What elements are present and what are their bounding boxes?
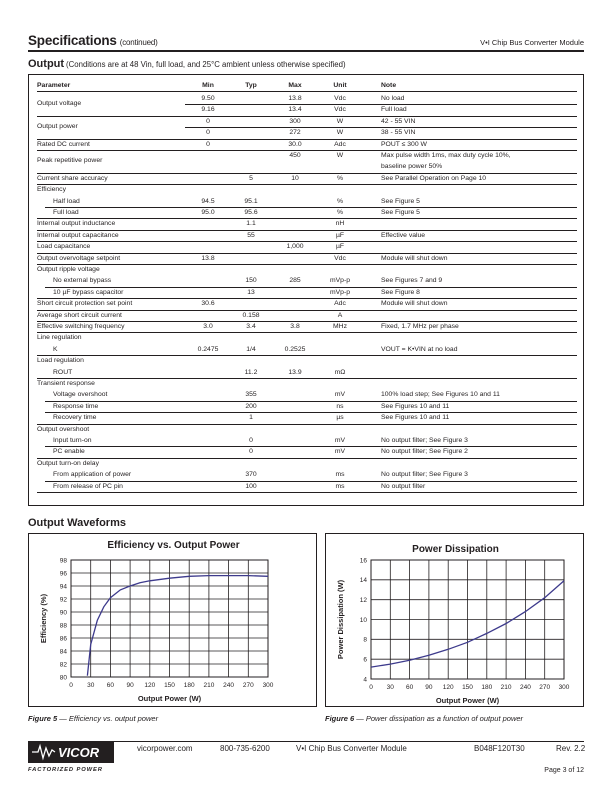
cell-typ: 1/4 [246,345,256,353]
x-tick-label: 210 [203,682,215,689]
cell-unit: MHz [333,323,347,330]
cell-note: Module will shut down [381,300,448,308]
cell-note: No output filter; See Figure 2 [381,448,468,456]
cell-unit: µF [335,243,345,251]
cell-note: Fixed, 1.7 MHz per phase [381,323,459,330]
x-axis-label: Output Power (W) [435,696,500,705]
cell-typ: 95.6 [244,209,258,216]
cell-unit: mVp-p [329,288,351,296]
cell-note: 100% load step; See Figures 10 and 11 [381,391,500,399]
cell-param: Internal output capacitance [37,231,119,239]
row-rule [37,355,577,356]
column-header: Note [381,82,397,89]
cell-typ: 355 [245,391,257,399]
x-tick-label: 270 [242,682,254,689]
figure6-text: — Power dissipation as a function of output power [354,714,524,723]
row-rule [37,310,577,311]
y-tick-label: 84 [59,648,67,656]
cell-typ: 11.2 [244,368,258,376]
cell-param: Line regulation [37,334,82,342]
figure6-caption [325,714,523,723]
efficiency-chart [28,533,317,707]
row-rule [37,264,577,265]
y-tick-label: 14 [359,577,367,585]
cell-typ: 100 [245,482,257,490]
cell-param: Effective switching frequency [37,323,125,330]
cell-unit: µs [336,414,344,422]
cell-param: From application of power [53,471,132,479]
cell-typ: 3.4 [246,323,256,330]
row-rule [37,139,577,140]
cell-min: 95.0 [201,209,215,216]
footer-revision: Rev. 2.2 [556,744,586,753]
x-tick-label: 210 [500,684,512,691]
dissipation-chart [325,533,584,707]
cell-note: See Figures 7 and 9 [381,277,443,285]
cell-min: 0 [206,129,210,137]
row-subrule [45,401,577,402]
cell-note: No load [381,95,405,102]
x-axis-label: Output Power (W) [137,694,202,703]
cell-typ: 0 [249,448,253,456]
cell-max: 10 [291,174,299,182]
x-tick-label: 180 [481,684,493,691]
cell-min: 0.2475 [197,345,219,353]
column-header: Max [288,82,302,89]
x-tick-label: 270 [539,684,551,691]
dissipation-chart-svg [326,534,585,708]
cell-note: Max pulse width 1ms, max duty cycle 10%, [381,152,511,159]
cell-unit: Adc [334,140,346,148]
row-rule [37,424,577,425]
column-header: Typ [245,82,257,89]
cell-param: Response time [53,402,99,410]
cell-max: 30.0 [288,140,302,148]
cell-min: 0 [206,140,210,148]
y-tick-label: 10 [359,616,367,624]
cell-unit: mV [334,448,346,456]
y-tick-label: 92 [59,596,67,604]
efficiency-chart-title: Efficiency vs. Output Power [107,540,240,551]
cell-param: Output voltage [37,100,82,107]
cell-param: Output power [37,122,78,130]
cell-param: K [53,345,58,353]
cell-param: Average short circuit current [37,311,122,319]
x-tick-label: 150 [462,684,473,691]
cell-unit: Vdc [334,254,346,262]
cell-max: 1,000 [286,243,304,251]
cell-max: 13.9 [288,368,302,376]
x-tick-label: 90 [126,682,134,689]
cell-max: 13.4 [288,106,302,114]
cell-typ: 150 [245,277,257,285]
cell-max: 272 [289,129,301,137]
cell-unit: mV [334,391,346,399]
x-tick-label: 30 [87,682,95,689]
output-title [28,58,346,70]
x-tick-label: 150 [164,682,175,689]
footer-product: V•I Chip Bus Converter Module [296,744,407,753]
cell-param: From release of PC pin [53,482,123,490]
row-rule [37,298,577,299]
logo-tagline: FACTORIZED POWER [28,767,103,773]
footer-phone: 800-735-6200 [220,744,270,753]
y-tick-label: 96 [59,570,67,578]
y-axis-label: Efficiency (%) [39,593,48,644]
cell-param: Load capacitance [37,243,91,251]
cell-note: See Figure 5 [381,209,420,216]
y-tick-label: 6 [363,656,367,664]
cell-unit: W [336,129,344,137]
cell-param: Transient response [37,380,95,387]
cell-note: 38 - 55 VIN [381,129,416,137]
cell-typ: 13 [247,288,255,296]
cell-unit: ms [335,471,345,479]
cell-param: Peak repetitive power [37,157,103,164]
efficiency-chart-svg [29,534,318,708]
cell-param: Half load [53,197,80,205]
cell-unit: mV [334,437,346,444]
cell-unit: % [336,197,344,205]
y-tick-label: 80 [59,674,67,682]
cell-min: 9.16 [201,106,215,114]
cell-max: 285 [289,277,301,285]
cell-note: baseline power 50% [381,163,443,171]
cell-min: 9.50 [201,95,215,102]
cell-min: 0 [206,117,210,125]
cell-param: No external bypass [53,277,112,285]
y-tick-label: 12 [359,596,367,604]
cell-note: Effective value [381,231,426,239]
row-rule [37,241,577,242]
cell-unit: W [336,152,344,159]
section-title-text: Specifications [28,33,117,48]
row-subrule [45,207,577,208]
row-subrule [45,446,577,447]
logo-wordmark: VICOR [58,745,100,760]
dissipation-chart-title: Power Dissipation [412,544,499,555]
cell-note: See Figure 5 [381,197,420,205]
row-rule [37,173,577,174]
x-tick-label: 240 [223,682,235,689]
vicor-logo [28,741,118,773]
cell-unit: Vdc [334,95,346,102]
cell-unit: ms [335,482,345,490]
y-tick-label: 94 [59,583,67,591]
row-rule [37,253,577,254]
row-subrule [185,104,577,105]
page-header [28,34,584,52]
cell-unit: ns [336,402,344,410]
cell-unit: nH [335,220,345,228]
row-rule [37,218,577,219]
cell-param: Load regulation [37,357,84,365]
cell-typ: 0.158 [242,311,260,319]
page-number: Page 3 of 12 [544,767,584,774]
cell-typ: 1 [249,414,253,422]
cell-unit: mVp-p [329,277,351,285]
y-tick-label: 16 [359,557,367,565]
section-title [28,33,158,48]
cell-note: VOUT = K•VIN at no load [381,345,458,353]
row-rule [37,492,577,493]
cell-typ: 370 [245,471,257,479]
header-product: V•I Chip Bus Converter Module [480,38,584,47]
cell-param: Efficiency [37,186,66,194]
cell-param: Internal output inductance [37,220,116,228]
cell-note: Full load [381,106,407,114]
cell-note: No output filter [381,482,426,490]
figure5-caption [28,714,158,723]
figure5-label: Figure 5 [28,714,58,723]
cell-max: 300 [289,117,301,125]
cell-param: Recovery time [53,414,97,422]
column-header: Unit [333,82,347,89]
spec-table [28,74,584,506]
figure5-text: — Efficiency vs. output power [57,714,159,723]
x-tick-label: 90 [425,684,433,691]
row-rule [37,332,577,333]
cell-param: Output overvoltage setpoint [37,254,121,262]
y-tick-label: 86 [59,635,67,643]
y-tick-label: 98 [59,557,67,565]
x-tick-label: 180 [183,682,195,689]
section-title-note: (continued) [119,38,158,47]
cell-max: 0.2525 [284,345,306,353]
cell-note: See Figures 10 and 11 [381,402,450,410]
x-tick-label: 300 [262,682,274,689]
cell-param: Output turn-on delay [37,459,99,467]
cell-note: See Figure 8 [381,288,420,296]
cell-note: 42 - 55 VIN [381,117,416,125]
y-tick-label: 88 [59,622,67,630]
x-tick-label: 120 [442,684,454,691]
y-tick-label: 4 [363,676,367,684]
cell-min: 3.0 [203,323,213,330]
y-axis-label: Power Dissipation (W) [336,579,345,660]
cell-param: Current share accuracy [37,174,108,182]
row-subrule [45,481,577,482]
row-rule [37,378,577,379]
cell-max: 13.8 [288,95,302,102]
cell-min: 94.5 [201,197,215,205]
x-tick-label: 120 [144,682,156,689]
column-header: Min [202,82,214,89]
footer-website[interactable]: vicorpower.com [137,744,193,753]
cell-param: Output overshoot [37,425,90,433]
output-title-text: Output [28,58,65,70]
cell-param: 10 µF bypass capacitor [53,288,124,296]
cell-param: Input turn-on [53,437,92,444]
cell-unit: Adc [334,300,346,308]
y-tick-label: 8 [363,636,367,644]
column-header: Parameter [37,82,71,89]
x-tick-label: 60 [106,682,115,689]
row-rule [37,230,577,231]
cell-note: Module will shut down [381,254,448,262]
cell-max: 450 [289,152,301,159]
cell-param: Full load [53,209,79,216]
x-tick-label: 240 [519,684,531,691]
cell-param: Output ripple voltage [37,266,100,273]
cell-unit: mΩ [334,368,346,376]
x-tick-label: 60 [405,684,414,691]
cell-typ: 95.1 [244,197,258,205]
cell-param: Voltage overshoot [53,391,108,399]
row-subrule [45,287,577,288]
row-rule [37,116,577,117]
x-tick-label: 0 [369,684,373,691]
cell-unit: µF [335,231,345,239]
cell-note: See Parallel Operation on Page 10 [381,174,487,182]
row-subrule [45,412,577,413]
cell-min: 13.8 [201,254,215,262]
cell-unit: A [337,311,343,319]
cell-note: No output filter; See Figure 3 [381,471,468,479]
cell-typ: 55 [247,231,255,239]
footer-part-number: B048F120T30 [474,744,525,753]
cell-unit: % [336,174,344,182]
row-rule [37,321,577,322]
cell-param: Short circuit protection set point [37,300,133,308]
cell-min: 30.6 [201,300,215,308]
cell-note: See Figures 10 and 11 [381,414,450,422]
cell-note: No output filter; See Figure 3 [381,437,468,444]
x-tick-label: 0 [69,682,73,689]
cell-unit: Vdc [334,106,346,114]
row-rule [37,150,577,151]
figure6-label: Figure 6 [325,714,355,723]
row-subrule [185,127,577,128]
cell-unit: W [336,117,344,125]
row-rule [37,184,577,185]
cell-typ: 200 [245,402,257,410]
cell-param: Rated DC current [37,140,90,148]
header-rule [37,91,577,92]
waveforms-title: Output Waveforms [28,517,126,529]
x-tick-label: 30 [386,684,394,691]
cell-param: PC enable [53,448,85,456]
cell-typ: 5 [249,174,253,182]
x-tick-label: 300 [558,684,570,691]
y-tick-label: 90 [59,609,67,617]
output-conditions: (Conditions are at 48 Vin, full load, and 25°C ambient unless otherwise specified) [66,60,346,69]
cell-max: 3.8 [290,323,300,330]
row-rule [37,458,577,459]
cell-param: ROUT [53,368,73,376]
cell-note: POUT ≤ 300 W [381,140,427,148]
y-tick-label: 82 [59,661,67,669]
cell-typ: 1.1 [246,220,256,228]
cell-unit: % [336,209,344,216]
cell-typ: 0 [249,437,253,444]
